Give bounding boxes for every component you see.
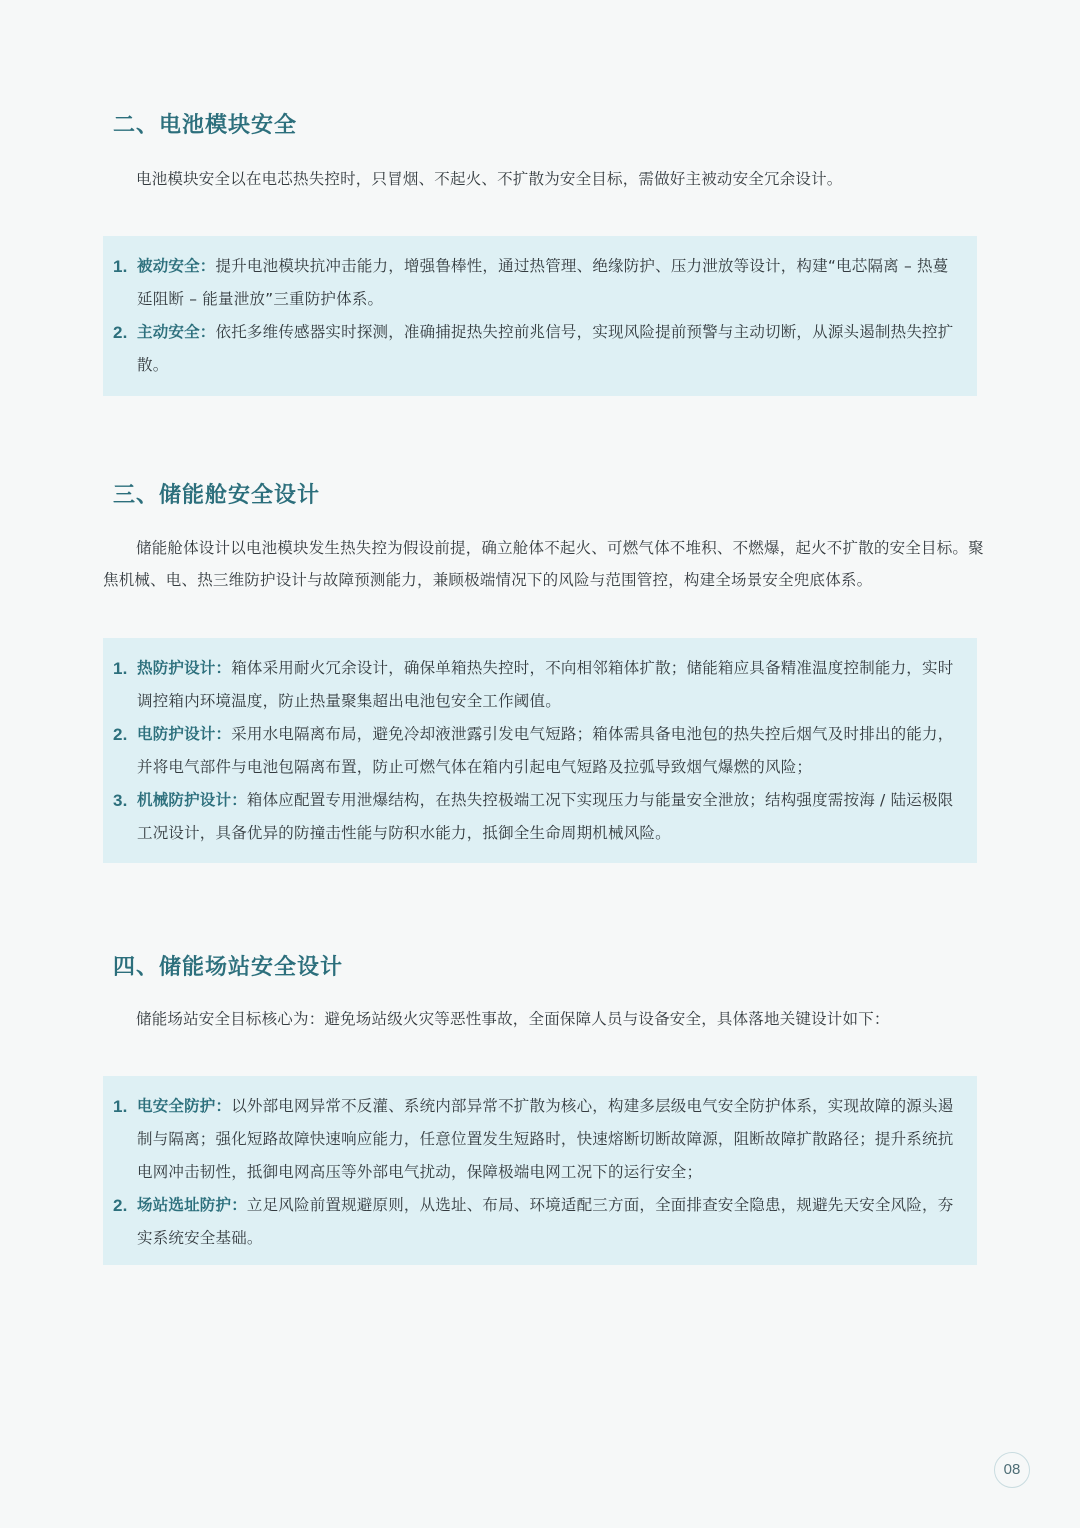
item-text: 箱体采用耐火冗余设计，确保单箱热失控时，不向相邻箱体扩散；储能箱应具备精准温度控制能力，实时调控箱内环境温度，防止热量聚集超出电池包安全工作阈值。 (137, 659, 954, 710)
item-text: 以外部电网异常不反灌、系统内部异常不扩散为核心，构建多层级电气安全防护体系，实现故障的源头遏制与隔离；强化短路故障快速响应能力，任意位置发生短路时，快速熔断切断故障源，阻断故障扩散路径；提升系统抗电网冲击韧性，抵御电网高压等外部电气扰动，保障极端电网工况下的运行安全； (137, 1097, 954, 1181)
section-heading-storage-cabin: 三、储能舱安全设计 (113, 483, 321, 508)
item-term: 机械防护设计： (137, 791, 247, 809)
item-term: 热防护设计： (137, 659, 232, 677)
list-item (113, 652, 955, 718)
item-term: 被动安全： (137, 257, 216, 275)
item-number: 2. (113, 323, 128, 342)
section-heading-battery-module: 二、电池模块安全 (113, 113, 298, 138)
item-text: 提升电池模块抗冲击能力，增强鲁棒性，通过热管理、绝缘防护、压力泄放等设计，构建“电芯隔离 – 热蔓延阻断 – 能量泄放”三重防护体系。 (137, 257, 949, 308)
section-intro-storage-station: 储能场站安全目标核心为：避免场站级火灾等恶性事故，全面保障人员与设备安全，具体落地关键设计如下： (136, 1010, 890, 1028)
list-item (113, 1189, 955, 1255)
item-term: 场站选址防护： (137, 1196, 247, 1214)
list-item (113, 718, 955, 784)
item-term: 电防护设计： (137, 725, 232, 743)
list-item (113, 1090, 955, 1189)
item-number: 2. (113, 1196, 128, 1215)
info-box-storage-station (103, 1076, 977, 1265)
list-item (113, 316, 955, 382)
section-heading-storage-station: 四、储能场站安全设计 (113, 955, 344, 980)
info-box-battery-module (103, 236, 977, 396)
item-number: 2. (113, 725, 128, 744)
item-number: 1. (113, 1097, 128, 1116)
item-term: 主动安全： (137, 323, 216, 341)
item-text: 立足风险前置规避原则，从选址、布局、环境适配三方面，全面排查安全隐患，规避先天安全风险，夯实系统安全基础。 (137, 1196, 954, 1247)
item-text: 箱体应配置专用泄爆结构，在热失控极端工况下实现压力与能量安全泄放；结构强度需按海 / 陆运极限工况设计，具备优异的防撞击性能与防积水能力，抵御全生命周期机械风险。 (137, 791, 954, 842)
item-text: 采用水电隔离布局，避免冷却液泄露引发电气短路；箱体需具备电池包的热失控后烟气及时排出的能力，并将电气部件与电池包隔离布置，防止可燃气体在箱内引起电气短路及拉弧导致烟气爆燃的风险； (137, 725, 954, 776)
section-intro-battery-module: 电池模块安全以在电芯热失控时，只冒烟、不起火、不扩散为安全目标，需做好主被动安全冗余设计。 (136, 170, 843, 188)
list-item (113, 784, 955, 850)
list-item (113, 250, 955, 316)
item-number: 1. (113, 659, 128, 678)
page-number: 08 (994, 1452, 1030, 1488)
info-box-storage-cabin (103, 638, 977, 863)
item-term: 电安全防护： (137, 1097, 232, 1115)
item-number: 3. (113, 791, 128, 810)
item-number: 1. (113, 257, 128, 276)
item-text: 依托多维传感器实时探测，准确捕捉热失控前兆信号，实现风险提前预警与主动切断，从源头遏制热失控扩散。 (137, 323, 954, 374)
section-intro-storage-cabin: 储能舱体设计以电池模块发生热失控为假设前提，确立舱体不起火、可燃气体不堆积、不燃爆，起火不扩散的安全目标。聚焦机械、电、热三维防护设计与故障预测能力，兼顾极端情况下的风险与范围管控，构建全场景安全兜底体系。 (103, 539, 984, 589)
